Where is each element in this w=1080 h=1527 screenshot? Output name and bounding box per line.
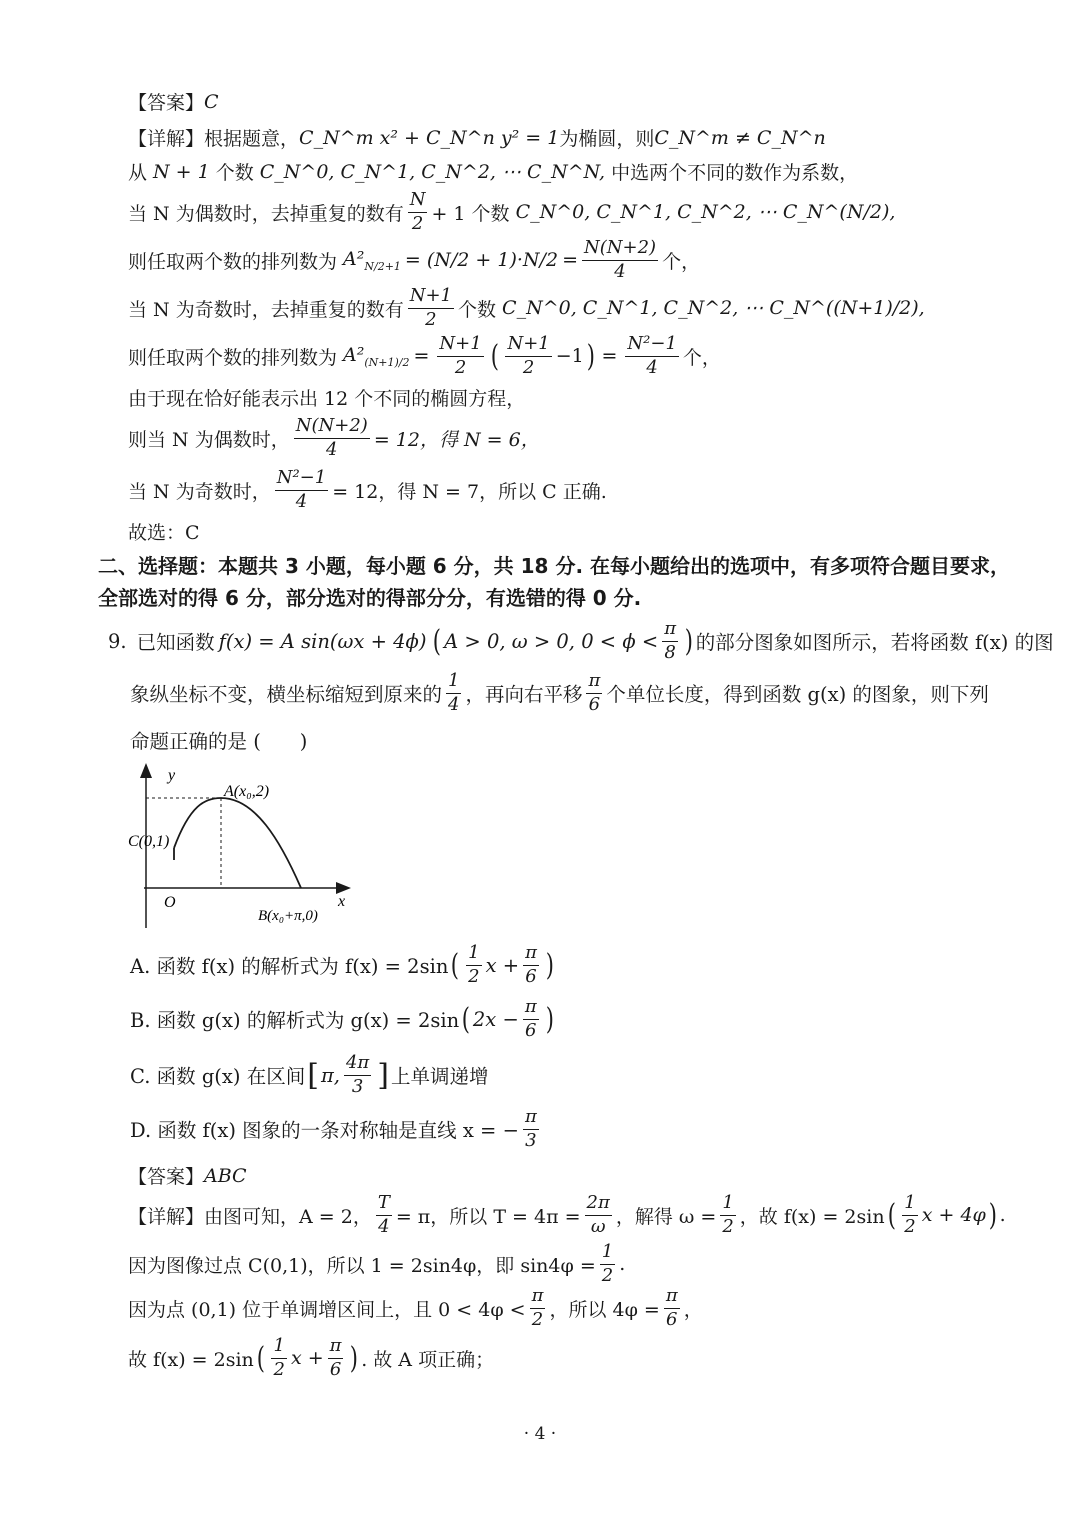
text: 由于现在恰好能表示出 12 个不同的椭圆方程， (128, 388, 526, 410)
option-c: C. 函数 g(x) 在区间 [ π, $\frac{4\pi}{3}$ ] 上单调递增 (130, 1051, 489, 1097)
option-b: B. 函数 g(x) 的解析式为 g(x) = 2sin ( 2x − $\frac{\pi}{6}$ ) (130, 995, 554, 1041)
text: 则任取两个数的排列数为 (128, 346, 338, 369)
equation: π, (320, 1063, 340, 1087)
equation: f(x) = A sin(ωx + 4ϕ) (218, 629, 427, 653)
fraction: $\frac{N(N+2)}{4}$ (583, 236, 657, 282)
equation: A > 0, ω > 0, 0 < ϕ < (444, 629, 659, 653)
text: 当 N 为偶数时，去掉重复的数有 (128, 202, 404, 225)
sol8-line-6: 则任取两个数的排列数为 $A^2_{(N+1)/2}$ = $\frac{N+1}{2}$ ( $\frac{N+1}{2}$ −1 ) = $\frac{\text{N²−1}}{4}$ 个， (128, 332, 721, 378)
sol8-line-2 (0, 158, 1080, 185)
equation: = 12，得 N = 6， (373, 428, 540, 451)
fraction: $\frac{1}{4}$ (448, 669, 460, 715)
text: A. 函数 f(x) 的解析式为 f(x) = 2sin (130, 955, 449, 978)
function-graph (120, 760, 360, 930)
sol8-line-10 (0, 518, 1080, 545)
text: 已知函数 (136, 631, 215, 654)
text: 个， (682, 346, 721, 369)
option-a: A. 函数 f(x) 的解析式为 f(x) = 2sin ( $\frac{1}{2}$ x + $\frac{\pi}{6}$ ) (130, 941, 554, 987)
fraction: $\frac{T}{4}$ (377, 1191, 390, 1237)
equation: = (N/2 + 1)·N/2 (404, 249, 559, 271)
permutation-symbol: $A^2_{N/2+1}$ (343, 247, 401, 273)
detail-tag: 【详解】 (128, 128, 205, 150)
text: 为椭圆，则 (559, 128, 655, 150)
text: 故选：C (128, 522, 200, 544)
origin-label: O (164, 894, 176, 911)
text: C. 函数 g(x) 在区间 (130, 1065, 306, 1088)
y-axis-label: y (168, 767, 176, 784)
q9-line-2 (0, 668, 1080, 718)
fraction: $\frac{1}{2}$ (601, 1240, 614, 1286)
page-number: · 4 · (523, 1424, 557, 1444)
text: 则任取两个数的排列数为 (128, 250, 338, 273)
fraction: $\frac{\pi}{6}$ (665, 1284, 678, 1330)
x-axis-label: x (338, 893, 346, 910)
sol9-line-4: 故 f(x) = 2sin ( $\frac{1}{2}$ x + $\frac{\pi}{6}$ ) . 故 A 项正确； (128, 1334, 495, 1380)
equation: C_N^0, C_N^1, C_N^2, ⋯ C_N^((N+1)/2), (502, 297, 925, 319)
answer-value: ABC (204, 1164, 247, 1187)
sol8-line-3 (0, 188, 1080, 236)
option-d (0, 1104, 1080, 1154)
fraction: $\frac{\pi}{2}$ (531, 1284, 544, 1330)
question-number: 9. (108, 629, 127, 653)
q9-line-3 (0, 726, 1080, 754)
fraction: $\frac{N}{2}$ (409, 188, 426, 234)
fraction: $\frac{N+1}{2}$ (409, 284, 453, 330)
text: 上单调递增 (390, 1065, 489, 1088)
text: 因为图像过点 C(0,1)，所以 1 = 2sin4φ，即 sin4φ = (128, 1254, 596, 1277)
text: ，解得 ω = (615, 1205, 717, 1228)
text: 二、选择题：本题共 3 小题，每小题 6 分，共 18 分. 在每小题给出的选项中，有多项符合题目要求， (98, 554, 1011, 578)
sol9-line-3: 因为点 (0,1) 位于单调增区间上，且 0 < 4φ < $\frac{\pi}{2}$ ，所以 4φ = $\frac{\pi}{6}$ ， (128, 1284, 703, 1330)
fraction: $\frac{\pi}{6}$ (329, 1334, 342, 1380)
text: 当 N 为奇数时，去掉重复的数有 (128, 298, 404, 321)
answer-tag: 【答案】 (128, 92, 205, 114)
equation: C_N^m ≠ C_N^n (654, 126, 826, 149)
fraction: $\frac{1}{2}$ (468, 941, 480, 987)
text: 的部分图象如图所示，若将函数 f(x) 的图 (695, 631, 1054, 654)
equation: 2x − (472, 1007, 519, 1031)
fraction: $\frac{N+1}{2}$ (507, 332, 550, 378)
text: 中选两个不同的数作为系数， (611, 162, 859, 184)
fraction: $\frac{\pi}{6}$ (525, 941, 537, 987)
section-heading-line-1 (0, 550, 1080, 579)
text: ，故 f(x) = 2sin (739, 1205, 885, 1228)
sol8-line-7 (0, 384, 1080, 411)
text: 个数 (458, 298, 497, 321)
fraction: $\frac{1}{2}$ (273, 1334, 285, 1380)
text: 根据题意， (204, 128, 300, 150)
sol9-line-2: 因为图像过点 C(0,1)，所以 1 = 2sin4φ，即 sin4φ = $\frac{1}{2}$ . (128, 1240, 626, 1286)
fraction: $\frac{1}{2}$ (904, 1191, 916, 1237)
detail-tag: 【详解】 (128, 1205, 205, 1228)
fraction: $\frac{2\pi}{\omega}$ (586, 1191, 610, 1237)
text: 则当 N 为偶数时， (128, 428, 290, 451)
text: ，所以 4φ = (549, 1298, 660, 1321)
text: B. 函数 g(x) 的解析式为 g(x) = 2sin (130, 1009, 460, 1032)
fraction: $\frac{\pi}{6}$ (524, 995, 537, 1041)
point-c-label: C(0,1) (128, 833, 170, 850)
text: 从 (128, 162, 148, 184)
text: = π，所以 T = 4π = (395, 1205, 581, 1228)
text: 个单位长度，得到函数 g(x) 的图象，则下列 (606, 683, 989, 706)
sine-curve (174, 798, 301, 888)
fraction: $\frac{\pi}{6}$ (588, 669, 601, 715)
equation: C_N^0, C_N^1, C_N^2, ⋯ C_N^(N/2), (515, 201, 896, 223)
sol8-line-4: 则任取两个数的排列数为 $A^2_{N/2+1}$ = (N/2 + 1)·N/2 = $\frac{N(N+2)}{4}$ 个， (128, 236, 701, 282)
text: + 1 个数 (431, 202, 510, 225)
text: D. 函数 f(x) 图象的一条对称轴是直线 x = − (130, 1119, 519, 1142)
fraction: $\frac{\pi}{8}$ (664, 617, 677, 663)
text: 象纵坐标不变，横坐标缩短到原来的 (130, 683, 443, 706)
fraction: $\frac{4\pi}{3}$ (345, 1051, 370, 1097)
sol8-line-5 (0, 284, 1080, 332)
fraction: $\frac{\text{N²−1}}{4}$ (276, 466, 327, 512)
sol8-line-9 (0, 466, 1080, 514)
permutation-symbol: $A^2_{(N+1)/2}$ (343, 343, 410, 369)
text: 个数 (215, 162, 254, 184)
equation: x + (485, 953, 520, 977)
answer-value: C (204, 90, 219, 113)
point-a-label: A(x₀,2) (224, 783, 270, 800)
text: 由图可知，A = 2， (204, 1205, 372, 1228)
equation: x + 4φ (921, 1204, 986, 1226)
fraction: $\frac{\text{N²−1}}{4}$ (627, 332, 677, 378)
text: ，再向右平移 (465, 683, 583, 706)
equation: N + 1 (153, 160, 210, 183)
sol9-line-1: 【详解】 由图可知，A = 2， $\frac{T}{4}$ = π，所以 T = 4π = $\frac{2\pi}{\omega}$ ，解得 ω = $\frac{1}{2}$ ，故 f(x) = 2sin ( $\frac{1}{2}$ x + 4φ ) . (128, 1191, 1006, 1237)
sol8-line-8 (0, 414, 1080, 462)
fraction: $\frac{\pi}{3}$ (524, 1105, 537, 1151)
sol8-line-1 (0, 124, 1080, 151)
equation: C_N^0, C_N^1, C_N^2, ⋯ C_N^N, (259, 160, 606, 183)
sol9-answer-line (0, 1162, 1080, 1189)
text: 当 N 为奇数时， (128, 480, 271, 503)
section-heading-line-2 (0, 582, 1080, 611)
fraction: $\frac{N+1}{2}$ (439, 332, 482, 378)
text: 全部选对的得 6 分，部分选对的得部分分，有选错的得 0 分. (98, 586, 642, 610)
text: 个， (662, 250, 701, 273)
text: . 故 A 项正确； (361, 1348, 495, 1371)
answer-tag: 【答案】 (128, 1166, 205, 1188)
text: 命题正确的是 ( ) (130, 730, 308, 753)
text: 因为点 (0,1) 位于单调增区间上，且 0 < 4φ < (128, 1298, 526, 1321)
equation: x + (290, 1347, 324, 1369)
sol8-answer-line (0, 88, 1080, 115)
text: 故 f(x) = 2sin (128, 1348, 254, 1371)
text: = 12，得 N = 7，所以 C 正确. (332, 480, 607, 503)
fraction: $\frac{N(N+2)}{4}$ (295, 414, 368, 460)
point-b-label: B(x₀+π,0) (258, 908, 318, 924)
equation: C_N^m x² + C_N^n y² = 1 (299, 126, 560, 149)
q9-line-1: 9. 已知函数 f(x) = A sin(ωx + 4ϕ) ( A > 0, ω > 0, 0 < ϕ < $\frac{\pi}{8}$ ) 的部分图象如图所示，若将函数 f(x) 的图 (108, 617, 1054, 663)
fraction: $\frac{1}{2}$ (722, 1191, 734, 1237)
